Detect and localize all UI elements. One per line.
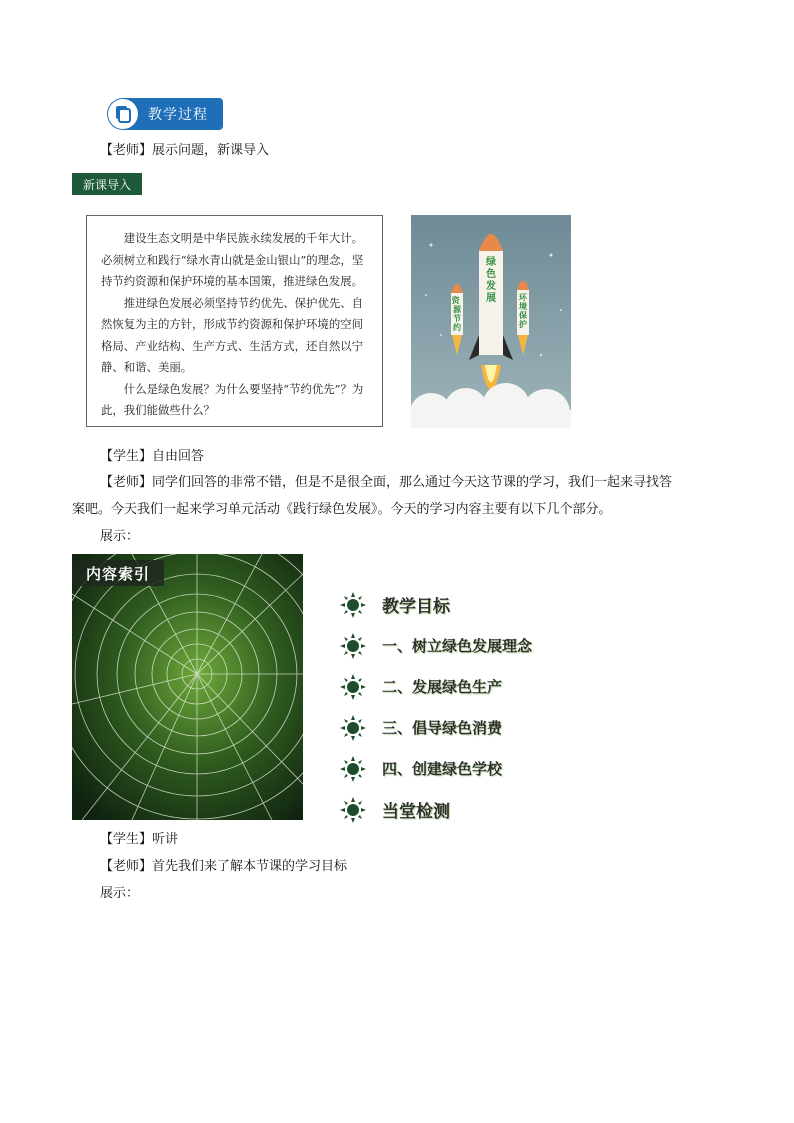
sun-icon	[340, 633, 366, 659]
rocket-illustration	[411, 215, 571, 428]
index-item	[340, 707, 600, 748]
spider-web-image	[72, 554, 303, 820]
index-item-label: 一、树立绿色发展理念	[382, 637, 533, 655]
svg-text:绿色发展: 绿色发展	[486, 257, 496, 304]
quote-box	[86, 215, 383, 427]
index-item-label: 二、发展绿色生产	[382, 678, 503, 696]
index-item-label: 四、创建绿色学校	[382, 760, 503, 778]
teacher-line-3: 【老师】首先我们来了解本节课的学习目标	[100, 859, 348, 874]
section-badge	[107, 98, 223, 130]
index-item	[340, 625, 600, 666]
quote-paragraph-1: 建设生态文明是中华民族永续发展的千年大计。必须树立和践行“绿水青山就是金山银山”的理念，坚持节约资源和保护环境的基本国策，推进绿色发展。	[101, 231, 364, 288]
teacher-line-2b: 案吧。今天我们一起来学习单元活动《践行绿色发展》。今天的学习内容主要有以下几个部分。	[72, 502, 612, 517]
new-lesson-tag: 新课导入	[72, 173, 142, 195]
sun-icon	[340, 756, 366, 782]
index-item	[340, 789, 600, 830]
quote-paragraph-3: 什么是绿色发展？为什么要坚持“节约优先”？为此，我们能做些什么？	[101, 381, 364, 417]
sun-icon	[340, 715, 366, 741]
quote-paragraph-2: 推进绿色发展必须坚持节约优先、保护优先、自然恢复为主的方针，形成节约资源和保护环境的空间格局、产业结构、生产方式、生活方式，还自然以宁静、和谐、美丽。	[101, 295, 364, 374]
show-line-2: 展示：	[100, 886, 140, 901]
student-line-2: 【学生】听讲	[100, 832, 179, 847]
sun-icon	[340, 674, 366, 700]
index-item-label: 三、倡导绿色消费	[382, 719, 503, 737]
show-line-1: 展示：	[100, 529, 140, 544]
student-line-1: 【学生】自由回答	[100, 449, 205, 464]
content-index-list	[340, 584, 600, 830]
sun-icon	[340, 592, 366, 618]
index-item-label: 教学目标	[382, 597, 450, 617]
teacher-line-2a: 【老师】同学们回答的非常不错，但是不是很全面，那么通过今天这节课的学习，我们一起来寻找答	[100, 475, 673, 490]
sun-icon	[340, 797, 366, 823]
index-item	[340, 666, 600, 707]
index-title: 内容索引	[72, 560, 164, 586]
svg-text:资 源节约: 资 源节约	[451, 296, 461, 332]
index-item-label: 当堂检测	[382, 802, 450, 822]
svg-text:环境保护: 环境保护	[519, 293, 527, 329]
rocket-left-char: 资	[451, 296, 460, 305]
section-title: 教学过程	[148, 107, 208, 123]
document-icon	[108, 99, 138, 129]
index-item	[340, 748, 600, 789]
teacher-line-1: 【老师】展示问题，新课导入	[100, 143, 270, 158]
index-item	[340, 584, 600, 625]
